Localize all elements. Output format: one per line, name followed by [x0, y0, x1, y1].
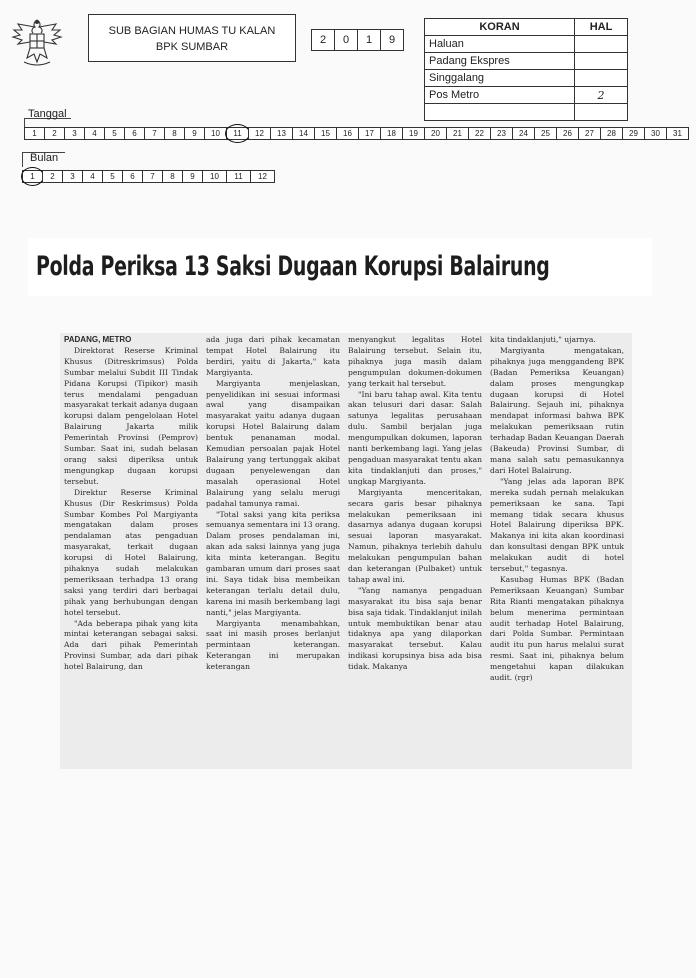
- page-number: [575, 70, 628, 87]
- month-cell: 4: [82, 170, 103, 183]
- hal-header: HAL: [575, 19, 628, 36]
- article-paragraph: "Ini baru tahap awal. Kita tentu akan telusuri dari dasar. Salah satunya legalitas perusahaan dulu. Sambil berjalan juga mengumpulkan dokumen, laporan nanti berkembang lagi. Yang jelas pengaduan masyarakat tentu akan kita tindaklanjuti dan proses," ungkap Margiyanta.: [348, 389, 482, 486]
- month-cell: 6: [122, 170, 143, 183]
- article-body: [60, 333, 632, 769]
- newspaper-name: Padang Ekspres: [425, 53, 575, 70]
- day-cell: 17: [358, 127, 381, 140]
- day-cell: 21: [446, 127, 469, 140]
- month-strip: [23, 170, 275, 183]
- day-cell: 28: [600, 127, 623, 140]
- unit-line-2: BPK SUMBAR: [155, 41, 229, 53]
- day-cell: 16: [336, 127, 359, 140]
- article-paragraph: Margiyanta menjelaskan, penyelidikan ini sesuai informasi awal yang disampaikan masyarakat yaitu adanya dugaan korupsi Hotel Balairung dalam bentuk penanaman modal. Kemudian persoalan pajak Hotel Balairung yang tertunggak akibat dugaan penyelewengan dan masalah operasional Hotel Balairung yang selalu merugi padahal tamunya ramai.: [206, 378, 340, 508]
- month-cell: 7: [142, 170, 163, 183]
- article-paragraph: Direktur Reserse Kriminal Khusus (Dir Reskrimsus) Polda Sumbar Kombes Pol Margiyanta mengatakan dalam proses pendalaman atas pengaduan masyarakat, terkait dugaan korupsi di Hotel Balairung, pihaknya sudah melakukan pemeriksaan terhadpa 13 orang saksi yang terdiri dari berbagai pihak yang berhubungan dengan hotel tersebut.: [64, 487, 198, 617]
- page-number: [575, 104, 628, 121]
- day-cell: 4: [84, 127, 105, 140]
- month-cell: 10: [202, 170, 227, 183]
- day-cell: 7: [144, 127, 165, 140]
- day-cell: 29: [622, 127, 645, 140]
- article-paragraph: Kasubag Humas BPK (Badan Pemeriksaan Keuangan) Sumbar Rita Rianti mengatakan pihaknya belum menerima permintaan audit terhadap Hotel Balairung, dari Polda Sumbar. Permintaan audit itu pun harus melalui surat resmi. Saat ini, pihaknya belum mengetahui kapan dilakukan audit. (rgr): [490, 574, 624, 683]
- article-column-1: [64, 335, 198, 673]
- article-column-3: [348, 335, 482, 673]
- day-cell: 26: [556, 127, 579, 140]
- tanggal-label: Tanggal: [28, 108, 67, 120]
- day-cell: 8: [164, 127, 185, 140]
- article-paragraph: "Yang jelas ada laporan BPK mereka sudah pernah melakukan pemeriksaan ke sana. Tapi memang tidak secara khusus Hotel Balairung diperiksa BPK. Makanya ini kita akan koordinasi dan konsultasi dengan BPK untuk melakukan audit di hotel tersebut," tegasnya.: [490, 476, 624, 574]
- article-paragraph: "Ada beberapa pihak yang kita mintai keterangan sebagai saksi. Ada dari pihak Pemerintah Provinsi Sumbar, ada dari pihak hotel Balairung, dan: [64, 618, 198, 672]
- article-column-4: [490, 335, 624, 684]
- article-column-2: [206, 335, 340, 673]
- newspaper-name: Pos Metro: [425, 87, 575, 104]
- table-header-row: [425, 19, 628, 36]
- table-row: [425, 104, 628, 121]
- koran-header: KORAN: [425, 19, 575, 36]
- article-paragraph: "Yang namanya pengaduan masyarakat itu bisa saja benar bisa saja tidak. Tindaklanjut inilah untuk membuktikan benar atau tidaknya apa yang dilaporkan masyarakat tersebut. Kalau indikasi korupsinya bisa ada bisa tidak. Makanya: [348, 585, 482, 672]
- year-digit: 0: [334, 29, 358, 51]
- day-cell: 3: [64, 127, 85, 140]
- article-paragraph: Margiyanta menceritakan, secara garis besar pihaknya melakukan pemeriksaan ini dasarnya adanya dugaan korupsi sesuai laporan masyarakat. Namun, pihaknya terlebih dahulu melakukan pengumpulan bahan dan keterangan (Pulbaket) untuk tahap awal ini.: [348, 487, 482, 584]
- month-cell: 8: [162, 170, 183, 183]
- table-row: [425, 70, 628, 87]
- newspaper-name: Haluan: [425, 36, 575, 53]
- day-cell: 9: [184, 127, 205, 140]
- day-cell: 1: [24, 127, 45, 140]
- day-cell: 12: [248, 127, 271, 140]
- article-paragraph: ada juga dari pihak kecamatan tempat Hotel Balairung itu berdiri, yaitu di Jakarta," kata Margiyanta.: [206, 335, 340, 377]
- day-cell: 25: [534, 127, 557, 140]
- day-cell: 31: [666, 127, 689, 140]
- table-row: [425, 87, 628, 104]
- day-cell: 13: [270, 127, 293, 140]
- page-number: 2: [575, 87, 628, 104]
- day-cell: 5: [104, 127, 125, 140]
- day-cell: 11: [226, 127, 249, 140]
- newspaper-table: [424, 18, 628, 121]
- month-cell: 12: [250, 170, 275, 183]
- article-paragraph: Margiyanta menambahkan, saat ini masih proses berlanjut permintaan keterangan. Keterangan ini merupakan keterangan: [206, 618, 340, 672]
- newspaper-name: Singgalang: [425, 70, 575, 87]
- headline-clipping: [28, 238, 652, 296]
- garuda-emblem-icon: [10, 14, 64, 70]
- day-cell: 24: [512, 127, 535, 140]
- article-paragraph: kita tindaklanjuti," ujarnya.: [490, 335, 596, 344]
- month-cell: 1: [22, 170, 43, 183]
- day-cell: 14: [292, 127, 315, 140]
- year-boxes: [312, 29, 404, 51]
- unit-line-1: SUB BAGIAN HUMAS TU KALAN: [108, 25, 276, 37]
- year-digit: 1: [357, 29, 381, 51]
- year-digit: 2: [311, 29, 335, 51]
- day-cell: 10: [204, 127, 227, 140]
- day-cell: 20: [424, 127, 447, 140]
- newspaper-name: [425, 104, 575, 121]
- article-paragraph: menyangkut legalitas Hotel Balairung tersebut. Selain itu, pihaknya juga masih dalam pengumpulan dokumen-dokumen yang terkait hal tersebut.: [348, 335, 482, 388]
- table-row: [425, 53, 628, 70]
- month-cell: 9: [182, 170, 203, 183]
- day-cell: 2: [44, 127, 65, 140]
- table-row: [425, 36, 628, 53]
- day-cell: 18: [380, 127, 403, 140]
- day-cell: 19: [402, 127, 425, 140]
- month-cell: 3: [62, 170, 83, 183]
- dateline: PADANG, METRO: [64, 335, 132, 344]
- article-paragraph: "Total saksi yang kita periksa semuanya sementara ini 13 orang. Dalam proses pendalaman ini, akan ada saksi lainnya yang juga kita minta keterangan. Begitu gambaran umum dari proses saat ini. Saya tidak bisa membeikan keterangan terlalu detail dulu, karena ini masih berkembang lagi nanti," jelas Margiyanta.: [206, 509, 340, 617]
- article-paragraph: Direktorat Reserse Kriminal Khusus (Ditreskrimsus) Polda Sumbar melalui Subdit III Tindak Pidana Korupsi (Tipikor) masih terus mendalami pengaduan masyarakat terkait adanya dugaan korupsi dalam pengelolaan Hotel Balairung Jakarta milik Pemerintah Provinsi (Pemprov) Sumbar. Saat ini, sudah belasan orang saksi diperiksa untuk mengungkap dugaan korupsi tersebut.: [64, 345, 198, 486]
- day-strip: [25, 127, 689, 140]
- month-cell: 11: [226, 170, 251, 183]
- article-paragraph: Margiyanta mengatakan, pihaknya juga menggandeng BPK (Badan Pemeriksa Keuangan) dalam proses mengungkap dugaan korupsi di Hotel Balairung. Sejauh ini, pihaknya mendapat informasi bahwa BPK melakukan pemeriksaan rutin terhadap Badan Keuangan Daerah (Bakeuda) Provinsi Sumbar, di mana salah satu pemasukannya dari Hotel Balairung.: [490, 345, 624, 475]
- month-cell: 2: [42, 170, 63, 183]
- page-number: [575, 36, 628, 53]
- day-cell: 27: [578, 127, 601, 140]
- day-cell: 15: [314, 127, 337, 140]
- day-cell: 30: [644, 127, 667, 140]
- day-cell: 22: [468, 127, 491, 140]
- day-cell: 23: [490, 127, 513, 140]
- unit-label-box: [88, 14, 296, 62]
- headline: Polda Periksa 13 Saksi Dugaan Korupsi Balairung: [36, 251, 550, 282]
- page-number: [575, 53, 628, 70]
- bulan-label: Bulan: [30, 152, 59, 164]
- day-cell: 6: [124, 127, 145, 140]
- year-digit: 9: [380, 29, 404, 51]
- month-cell: 5: [102, 170, 123, 183]
